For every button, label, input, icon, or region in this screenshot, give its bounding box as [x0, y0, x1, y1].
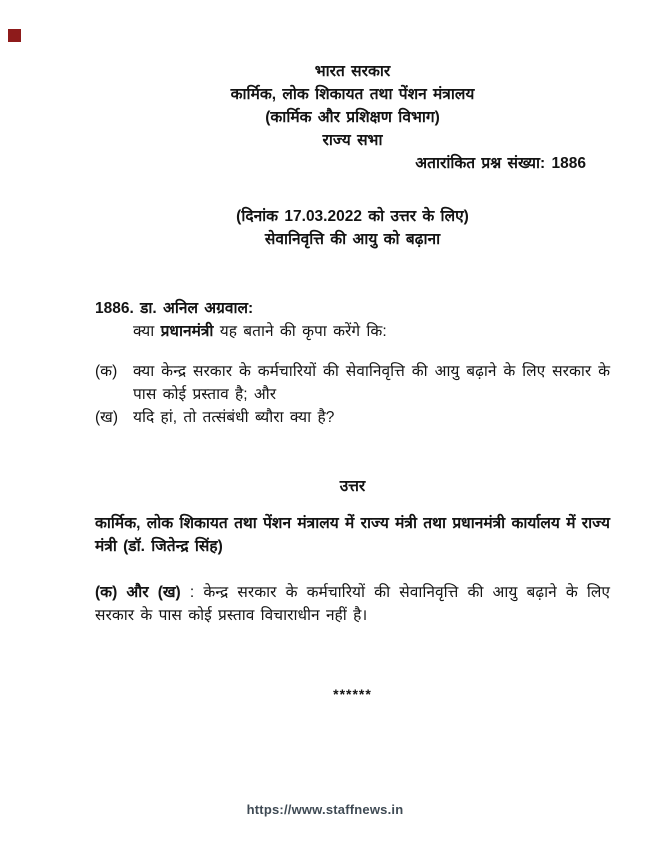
answer-heading: उत्तर [339, 478, 366, 495]
minister-attribution: कार्मिक, लोक शिकायत तथा पेंशन मंत्रालय में राज्य मंत्री तथा प्रधानमंत्री कार्यालय में राज्य मंत्री (डॉ. जितेन्द्र सिंह) [95, 515, 610, 555]
question-item-a-text: क्या केन्द्र सरकार के कर्मचारियों की सेवानिवृत्ति की आयु बढ़ाने के लिए सरकार के पास कोई प्रस्ताव है; और [133, 363, 610, 403]
answer-body [95, 581, 610, 627]
header-rajya-sabha: राज्य सभा [322, 132, 383, 149]
subject-title: सेवानिवृत्ति की आयु को बढ़ाना [264, 231, 441, 248]
question-intro-pm: प्रधानमंत्री [160, 323, 214, 340]
question-intro-suffix: यह बताने की कृपा करेंगे कि: [213, 323, 387, 340]
question-item-b-text: यदि हां, तो तत्संबंधी ब्यौरा क्या है? [133, 409, 335, 426]
end-separator: ****** [333, 686, 372, 702]
question-item-a-label: (क) [95, 363, 118, 380]
question-list [95, 360, 610, 429]
answer-body-clauses: (क) और (ख) [95, 584, 181, 601]
unstarred-question-number: अतारांकित प्रश्न संख्या: 1886 [415, 155, 586, 172]
question-item-a [95, 360, 610, 406]
question-item-b-label: (ख) [95, 409, 119, 426]
question-intro [95, 320, 610, 343]
header-government-of-india: भारत सरकार [314, 63, 391, 80]
red-stamp [8, 29, 21, 42]
question-item-b [95, 406, 610, 429]
footer-link: https://www.staffnews.in [246, 802, 404, 817]
header-department: (कार्मिक और प्रशिक्षण विभाग) [265, 109, 440, 126]
header-ministry: कार्मिक, लोक शिकायत तथा पेंशन मंत्रालय [230, 86, 475, 103]
question-intro-prefix: क्या [133, 323, 161, 340]
answer-body-text: : केन्द्र सरकार के कर्मचारियों की सेवानिवृत्ति की आयु बढ़ाने के लिए सरकार के पास कोई प्रस्ताव विचाराधीन नहीं है। [95, 584, 610, 624]
document-content [95, 60, 610, 706]
answer-date-line: (दिनांक 17.03.2022 को उत्तर के लिए) [236, 208, 469, 225]
questioner-line: 1886. डा. अनिल अग्रवाल: [95, 300, 254, 317]
